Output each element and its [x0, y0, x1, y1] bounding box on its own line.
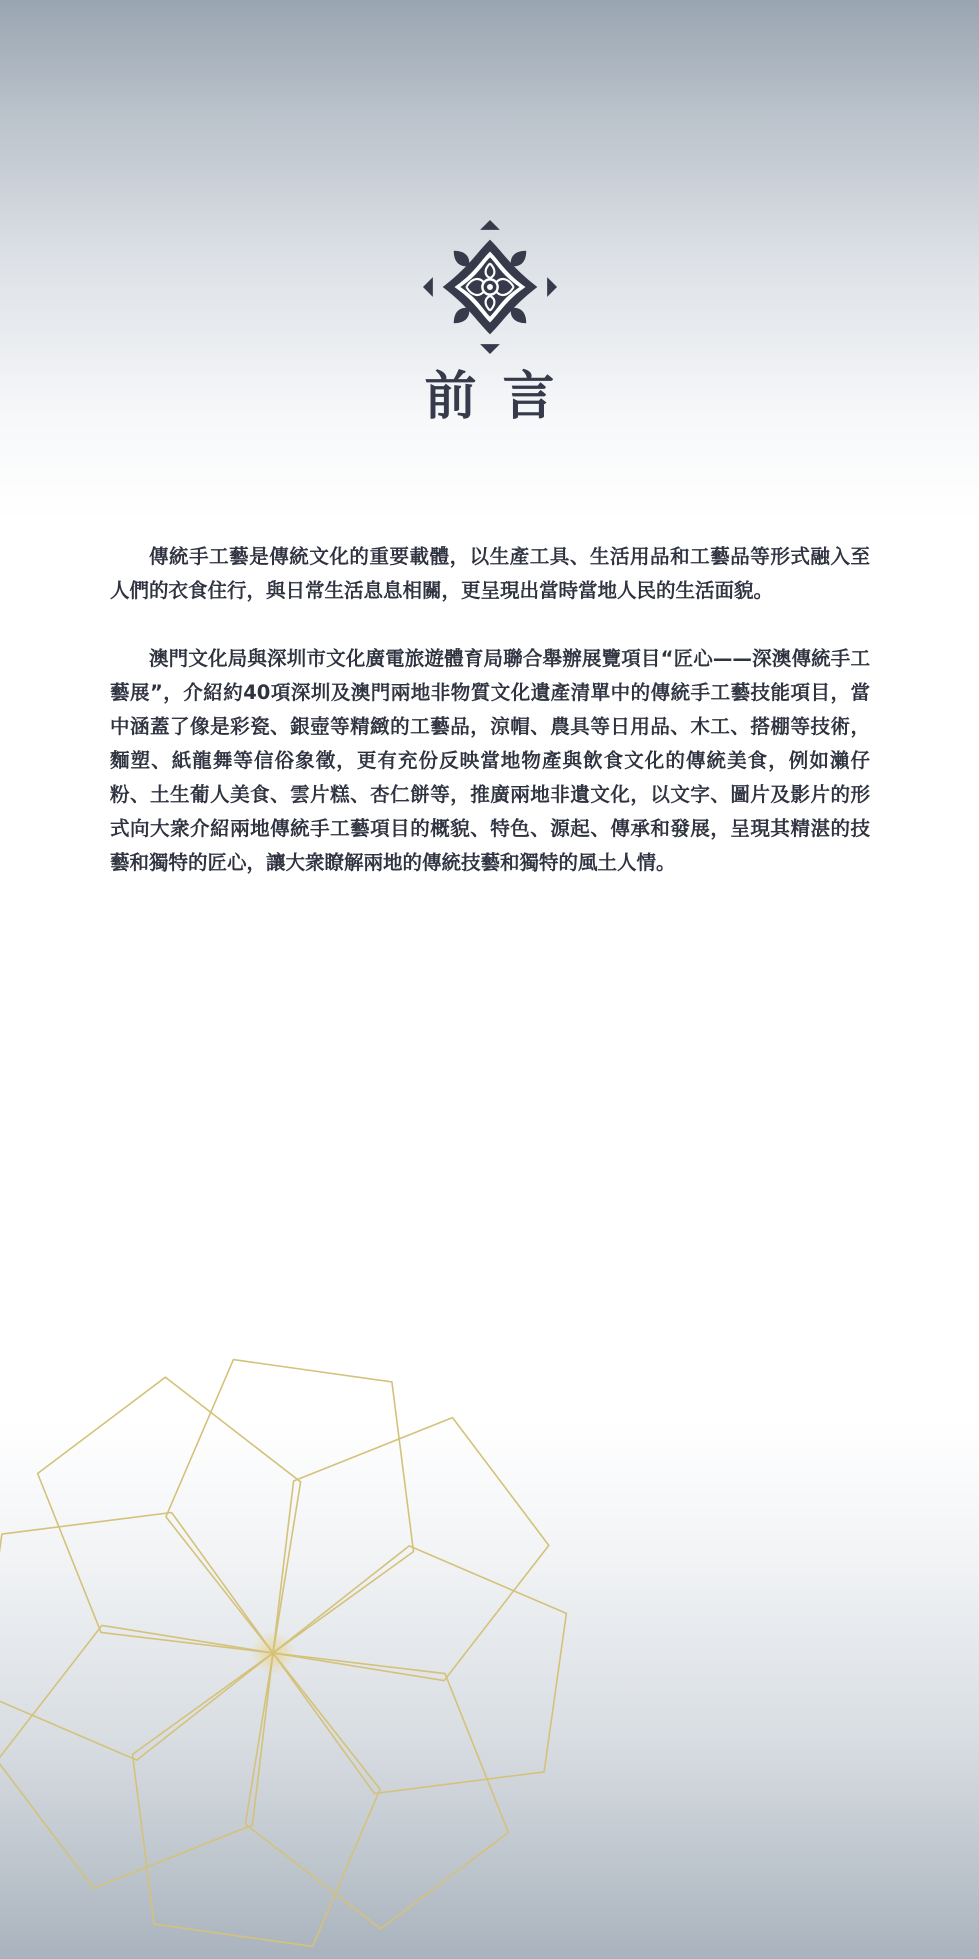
- flower-petal: [38, 1377, 301, 1653]
- flower-petal: [166, 1360, 414, 1653]
- preface-paragraph-1: 傳統手工藝是傳統文化的重要載體，以生產工具、生活用品和工藝品等形式融入至人們的衣食住行，與日常生活息息相關，更呈現出當時當地人民的生活面貌。: [110, 545, 870, 602]
- flower-petal: [273, 1418, 549, 1681]
- flower-petal: [245, 1653, 508, 1929]
- preface-body: [110, 540, 870, 914]
- flower-petal: [133, 1653, 381, 1946]
- preface-paragraph-2: 澳門文化局與深圳市文化廣電旅遊體育局聯合舉辦展覽項目“匠心——深澳傳統手工藝展”，介紹約40項深圳及澳門兩地非物質文化遺產清單中的傳統手工藝技能項目，當中涵蓋了像是彩瓷、銀壺等精緻的工藝品，涼帽、農具等日用品、木工、搭棚等技術，麵塑、紙龍舞等信俗象徵，更有充份反映當地物產與飲食文化的傳統美食，例如瀨仔粉、土生葡人美食、雲片糕、杏仁餅等，推廣兩地非遺文化，以文字、圖片及影片的形式向大衆介紹兩地傳統手工藝項目的概貌、特色、源起、傳承和發展，呈現其精湛的技藝和獨特的匠心，讓大衆瞭解兩地的傳統技藝和獨特的風土人情。: [110, 647, 870, 874]
- page-title: 前言: [424, 367, 581, 427]
- flower-petal: [273, 1546, 566, 1794]
- flower-petal: [0, 1625, 273, 1888]
- lotus-ornament-icon: [421, 218, 559, 356]
- geometric-flower-decoration: [0, 1330, 600, 1959]
